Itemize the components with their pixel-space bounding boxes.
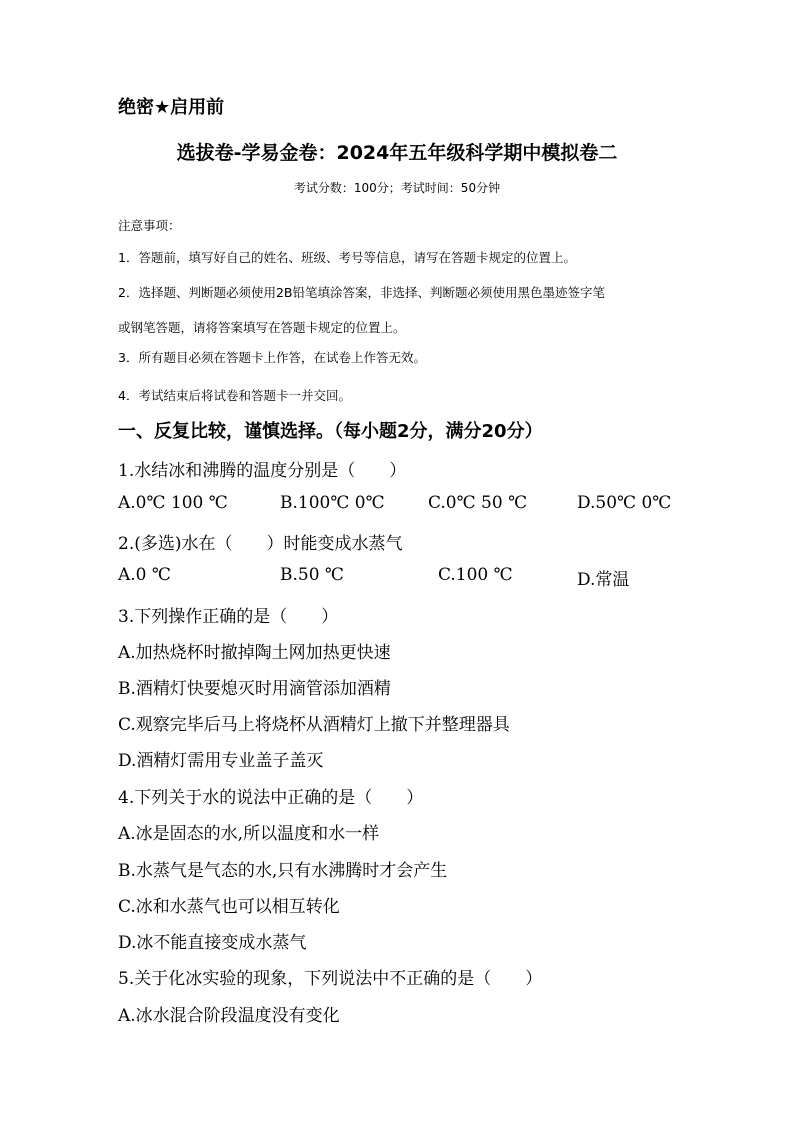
question-stem: 2.(多选)水在（ ）时能变成水蒸气 [118, 534, 403, 554]
question-option: B.水蒸气是气态的水,只有水沸腾时才会产生 [118, 861, 448, 881]
question-option: D.常温 [577, 570, 630, 590]
question-option: B.100℃ 0℃ [280, 493, 385, 513]
question-option: A.冰水混合阶段温度没有变化 [118, 1006, 340, 1026]
question-option: A.冰是固态的水,所以温度和水一样 [118, 824, 380, 844]
question-option: B.50 ℃ [280, 565, 344, 585]
note-line: 4．考试结束后将试卷和答题卡一并交回。 [118, 388, 351, 403]
section-heading: 一、反复比较，谨慎选择。（每小题2分，满分20分） [118, 421, 543, 442]
note-line: 3．所有题目必须在答题卡上作答，在试卷上作答无效。 [118, 350, 426, 365]
question-option: C.0℃ 50 ℃ [428, 493, 528, 513]
question-option: C.冰和水蒸气也可以相互转化 [118, 897, 340, 917]
note-line: 2．选择题、判断题必须使用2B铅笔填涂答案，非选择、判断题必须使用黑色墨迹签字笔 [118, 285, 605, 300]
question-stem: 4.下列关于水的说法中正确的是（ ） [118, 788, 424, 808]
question-option: D.冰不能直接变成水蒸气 [118, 933, 307, 953]
question-option: A.加热烧杯时撤掉陶土网加热更快速 [118, 643, 391, 663]
note-line: 1．答题前，填写好自己的姓名、班级、考号等信息，请写在答题卡规定的位置上。 [118, 250, 576, 265]
exam-title: 选拔卷-学易金卷：2024年五年级科学期中模拟卷二 [176, 142, 618, 164]
question-option: D.酒精灯需用专业盖子盖灭 [118, 751, 324, 771]
question-option: D.50℃ 0℃ [577, 493, 672, 513]
question-option: A.0℃ 100 ℃ [118, 493, 228, 513]
question-option: A.0 ℃ [118, 565, 171, 585]
exam-meta: 考试分数：100分；考试时间：50分钟 [293, 181, 501, 195]
question-stem: 3.下列操作正确的是（ ） [118, 607, 339, 627]
question-option: C.100 ℃ [438, 565, 513, 585]
question-option: B.酒精灯快要熄灭时用滴管添加酒精 [118, 679, 391, 699]
note-line: 或钢笔答题，请将答案填写在答题卡规定的位置上。 [118, 320, 406, 335]
question-option: C.观察完毕后马上将烧杯从酒精灯上撤下并整理器具 [118, 715, 510, 735]
question-stem: 5.关于化冰实验的现象，下列说法中不正确的是（ ） [118, 969, 543, 989]
notes-heading: 注意事项： [118, 218, 181, 233]
question-stem: 1.水结冰和沸腾的温度分别是（ ） [118, 461, 407, 481]
confidential-label: 绝密★启用前 [118, 97, 225, 118]
